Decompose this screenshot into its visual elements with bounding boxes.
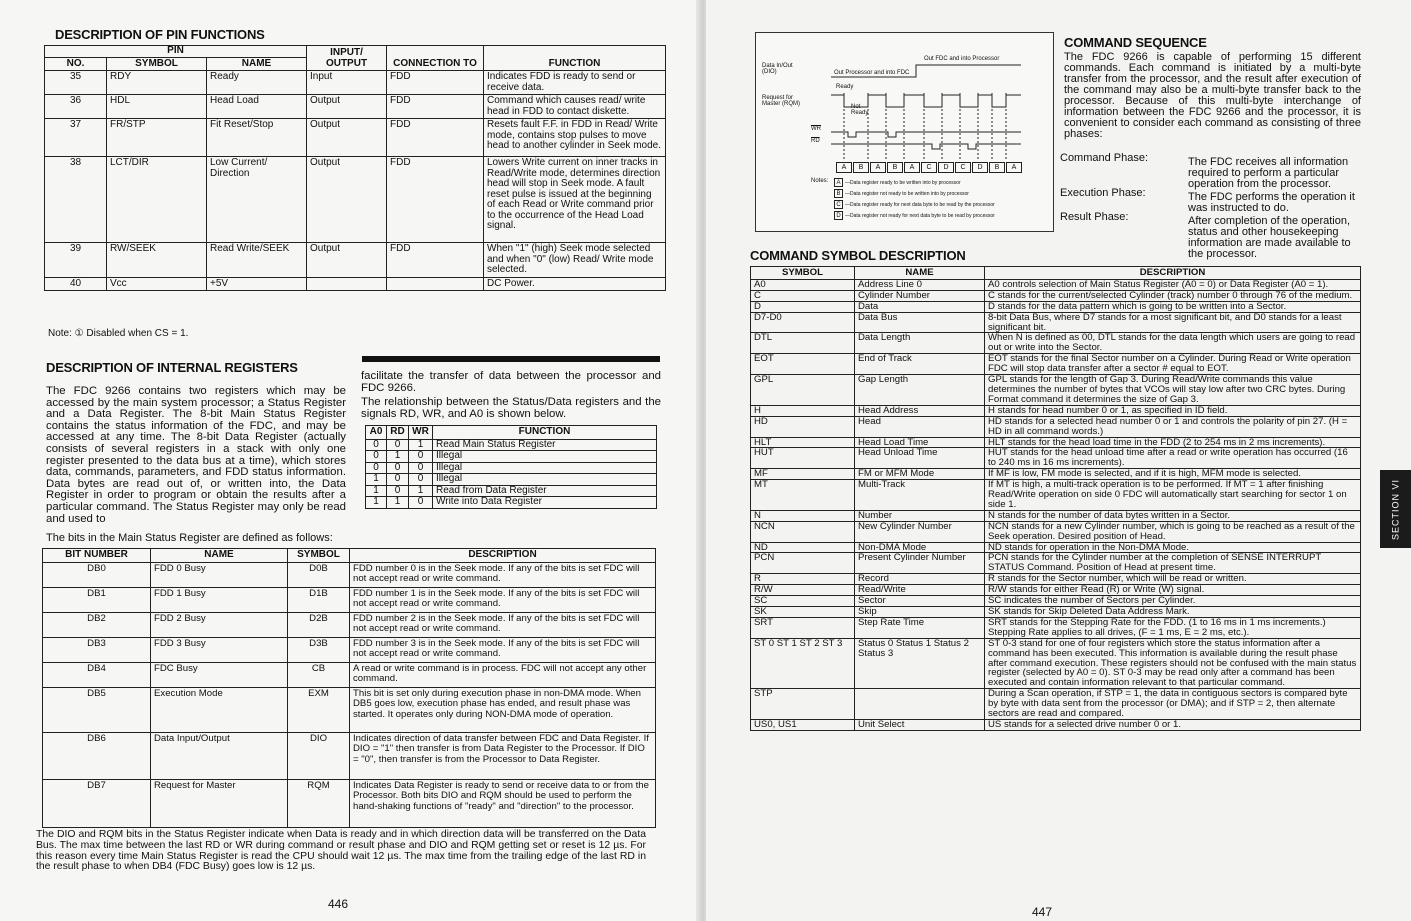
note-key: B	[834, 189, 843, 198]
symbol-row	[751, 469, 1361, 480]
symbol-desc-cell: H stands for head number 0 or 1, as specified in ID field.	[985, 405, 1361, 416]
phase-name: Command Phase:	[1060, 152, 1149, 164]
symbol-symbol-cell: HLT	[751, 437, 855, 448]
note-text: —Data register ready to be written into by processor	[845, 179, 961, 186]
msr-desc-cell: FDD number 0 is in the Seek mode. If any of the bits is set FDC will not accept read or write command.	[350, 562, 656, 587]
symbol-name-cell: Read/Write	[855, 585, 985, 596]
signal-rd-cell: 0	[387, 439, 409, 451]
symbol-desc-cell: R stands for the Sector number, which will be read or written.	[985, 574, 1361, 585]
symbol-row	[751, 638, 1361, 689]
msr-bit-cell: DB2	[43, 612, 151, 637]
symbol-symbol-cell: HD	[751, 416, 855, 437]
pin-io-cell: Output	[307, 157, 387, 243]
msr-bit-cell: DB7	[43, 779, 151, 827]
phase-desc: After completion of the operation, status and other housekeeping information are made available to the processor.	[1188, 215, 1351, 260]
phase-letter-box: A	[1006, 162, 1022, 173]
symbol-symbol-cell: D7-D0	[751, 312, 855, 333]
symbol-symbol-cell: DTL	[751, 333, 855, 354]
symbol-symbol-cell: NCN	[751, 521, 855, 542]
symbol-name-cell: Record	[855, 574, 985, 585]
signal-a0-cell: 1	[366, 474, 387, 486]
symbol-row	[751, 405, 1361, 416]
pin-conn-cell: FDD	[387, 71, 484, 95]
rd-header: $\overline{RD}$	[387, 426, 409, 440]
msr-name-header: NAME	[151, 549, 288, 563]
pin-symbol-cell: FR/STP	[107, 119, 207, 157]
symbol-name-cell: Data	[855, 301, 985, 312]
symbol-name-cell: Head Load Time	[855, 437, 985, 448]
msr-row	[43, 687, 656, 732]
pin-name-cell: Fit Reset/Stop	[207, 119, 307, 157]
symbol-name-cell: Unit Select	[855, 719, 985, 730]
section-rule	[362, 356, 660, 362]
symbol-desc-cell: HUT stands for the head unload time after a read or write operation has occurred (16 to 240 ms in 16 ms increments).	[985, 448, 1361, 469]
symbol-desc-cell: 8-bit Data Bus, where D7 stands for a most significant bit, and D0 stands for a least significant bit.	[985, 312, 1361, 333]
symbol-row	[751, 375, 1361, 406]
page-number-left: 446	[328, 897, 349, 911]
pin-io-cell: Output	[307, 243, 387, 278]
signal-func-cell: Illegal	[433, 462, 657, 474]
pin-symbol-cell: Vcc	[107, 277, 207, 291]
symbol-row	[751, 480, 1361, 511]
pin-no-cell: 36	[45, 95, 107, 119]
io-header: INPUT/ OUTPUT	[307, 46, 387, 71]
symbol-desc-cell: When N is defined as 00, DTL stands for the data length which users are going to read out or write into the Sector.	[985, 333, 1361, 354]
symbol-symbol-cell: SK	[751, 607, 855, 618]
symbol-name-cell: New Cylinder Number	[855, 521, 985, 542]
symbol-symbol-cell: STP	[751, 689, 855, 720]
note-key: D	[834, 211, 843, 220]
signal-a0-cell: 0	[366, 451, 387, 463]
symbol-desc-cell: N stands for the number of data bytes written in a Sector.	[985, 510, 1361, 521]
symbol-desc-cell: NCN stands for a new Cylinder number, which is going to be reached as a result of the Seek operation. Desired position of Head.	[985, 521, 1361, 542]
symbol-desc-cell: HD stands for a selected head number 0 or 1 and controls the polarity of pin 27. (H = HD in all command words.)	[985, 416, 1361, 437]
pin-func-cell: DC Power.	[484, 277, 666, 291]
symbol-symbol-cell: C	[751, 290, 855, 301]
symbol-row	[751, 596, 1361, 607]
pin-functions-title: DESCRIPTION OF PIN FUNCTIONS	[55, 27, 265, 42]
symbol-row	[751, 719, 1361, 730]
symbol-name-cell: Head Address	[855, 405, 985, 416]
cmd-symbol-header: SYMBOL	[751, 267, 855, 280]
msr-row	[43, 779, 656, 827]
symbol-row	[751, 290, 1361, 301]
signal-a0-cell: 1	[366, 497, 387, 509]
registers-paragraph: The FDC 9266 contains two registers which may be accessed by the main system processor; a Status Register and a Data Register. The 8-bit Main Status Register contains the status information of the FDC, and may be accessed at any time. The 8-bit Data Register (actually consists of several registers in a stack with only one register presented to the data bus at a time), which stores data, commands, parameters, and FDD status information. Data bytes are read out of, or written into, the Data Register in order to program or obtain the results after a particular command. The Status Register may only be read and used to	[46, 385, 346, 525]
msr-row	[43, 637, 656, 662]
section-tab: SECTION VI	[1380, 470, 1411, 548]
symbol-symbol-cell: PCN	[751, 553, 855, 574]
symbol-name-cell	[855, 689, 985, 720]
symbol-symbol-cell: ST 0 ST 1 ST 2 ST 3	[751, 638, 855, 689]
symbol-name-cell: Head	[855, 416, 985, 437]
msr-symbol-cell: EXM	[288, 687, 350, 732]
symbol-name-cell: Data Bus	[855, 312, 985, 333]
internal-registers-title: DESCRIPTION OF INTERNAL REGISTERS	[46, 360, 298, 375]
symbol-symbol-cell: A0	[751, 279, 855, 290]
not-ready-label: Not Ready	[851, 104, 869, 116]
pin-row	[45, 243, 666, 278]
signal-func-cell: Write into Data Register	[433, 497, 657, 509]
registers-paragraph-3: The relationship between the Status/Data registers and the signals RD, WR, and A0 is shown below.	[361, 396, 661, 420]
symbol-symbol-cell: ND	[751, 542, 855, 553]
pin-func-cell: Indicates FDD is ready to send or receive data.	[484, 71, 666, 95]
phase-letter-box: C	[955, 162, 971, 173]
function-header: FUNCTION	[484, 46, 666, 71]
phase-letter-box: C	[921, 162, 937, 173]
phase-letter-box: B	[853, 162, 869, 173]
page-number-right: 447	[1032, 905, 1053, 919]
phase-letter-box: A	[870, 162, 886, 173]
symbol-symbol-cell: H	[751, 405, 855, 416]
msr-desc-cell: This bit is set only during execution phase in non-DMA mode. When DB5 goes low, execution phase has ended, and result phase was started. It operates only during NON-DMA mode of operation.	[350, 687, 656, 732]
msr-bit-cell: DB5	[43, 687, 151, 732]
msr-desc-cell: FDD number 1 is in the Seek mode. If any of the bits is set FDC will not accept read or write command.	[350, 587, 656, 612]
signal-wr-cell: 0	[409, 462, 433, 474]
symbol-name-cell: Skip	[855, 607, 985, 618]
symbol-desc-cell: A0 controls selection of Main Status Register (A0 = 0) or Data Register (A0 = 1).	[985, 279, 1361, 290]
pin-symbol-cell: HDL	[107, 95, 207, 119]
pin-name-cell: Low Current/ Direction	[207, 157, 307, 243]
pin-conn-cell: FDD	[387, 157, 484, 243]
symbol-header: SYMBOL	[107, 57, 207, 71]
symbol-row	[751, 510, 1361, 521]
symbol-name-cell: Head Unload Time	[855, 448, 985, 469]
bit-number-header: BIT NUMBER	[43, 549, 151, 563]
wr-header: $\overline{WR}$	[409, 426, 433, 440]
msr-desc-cell: Indicates direction of data transfer between FDC and Data Register. If DIO = "1" then transfer is from Data Register to the Processor. If DIO = "0", then transfer is from the Processor to Data Register.	[350, 732, 656, 779]
symbol-symbol-cell: US0, US1	[751, 719, 855, 730]
dio-label: Data In/Out (DIO)	[762, 63, 793, 75]
pin-row	[45, 95, 666, 119]
main-status-register-table	[42, 548, 656, 828]
ready-label: Ready	[836, 84, 854, 90]
symbol-name-cell: Step Rate Time	[855, 617, 985, 638]
pin-name-cell: Head Load	[207, 95, 307, 119]
symbol-desc-cell: C stands for the current/selected Cylinder (track) number 0 through 76 of the medium.	[985, 290, 1361, 301]
signal-row	[366, 439, 657, 451]
symbol-row	[751, 607, 1361, 618]
sig-function-header: FUNCTION	[433, 426, 657, 440]
symbol-desc-cell: SRT stands for the Stepping Rate for the FDD. (1 to 16 ms in 1 ms increments.) Stepping Rate applies to all drives, (F = 1 ms, E = 2 ms, etc.).	[985, 617, 1361, 638]
pin-symbol-cell: RDY	[107, 71, 207, 95]
symbol-name-cell: Number	[855, 510, 985, 521]
signal-wr-cell: 0	[409, 497, 433, 509]
symbol-row	[751, 301, 1361, 312]
pin-name-cell: Ready	[207, 71, 307, 95]
symbol-name-cell: Sector	[855, 596, 985, 607]
signal-row	[366, 451, 657, 463]
symbol-desc-cell: If MF is low, FM mode is selected, and if it is high, MFM mode is selected.	[985, 469, 1361, 480]
symbol-row	[751, 542, 1361, 553]
symbol-name-cell: Address Line 0	[855, 279, 985, 290]
phase-letter-box: B	[887, 162, 903, 173]
pin-name-cell: +5V	[207, 277, 307, 291]
msr-name-cell: FDD 1 Busy	[151, 587, 288, 612]
symbol-desc-cell: HLT stands for the head load time in the FDD (2 to 254 ms in 2 ms increments).	[985, 437, 1361, 448]
symbol-symbol-cell: HUT	[751, 448, 855, 469]
symbol-name-cell: Multi-Track	[855, 480, 985, 511]
signal-a0-cell: 1	[366, 485, 387, 497]
phase-letter-box: B	[989, 162, 1005, 173]
pin-header: PIN	[45, 46, 307, 58]
command-symbol-title: COMMAND SYMBOL DESCRIPTION	[750, 248, 966, 263]
msr-symbol-cell: D1B	[288, 587, 350, 612]
timing-note-row	[834, 210, 995, 221]
symbol-name-cell: Cylinder Number	[855, 290, 985, 301]
msr-desc-cell: FDD number 2 is in the Seek mode. If any of the bits is set FDC will not accept read or write command.	[350, 612, 656, 637]
symbol-row	[751, 279, 1361, 290]
pin-no-cell: 35	[45, 71, 107, 95]
pin-conn-cell: FDD	[387, 119, 484, 157]
symbol-desc-cell: US stands for a selected drive number 0 or 1.	[985, 719, 1361, 730]
signal-rd-cell: 0	[387, 462, 409, 474]
signal-wr-cell: 1	[409, 439, 433, 451]
signal-row	[366, 474, 657, 486]
symbol-row	[751, 333, 1361, 354]
note-text: —Data register not ready for next data byte to be read by processor	[845, 212, 995, 219]
symbol-name-cell: End of Track	[855, 354, 985, 375]
symbol-row	[751, 585, 1361, 596]
msr-intro: The bits in the Main Status Register are defined as follows:	[46, 532, 333, 544]
symbol-desc-cell: PCN stands for the Cylinder number at the completion of SENSE INTERRUPT STATUS Command. Position of Head at present time.	[985, 553, 1361, 574]
symbol-name-cell: Data Length	[855, 333, 985, 354]
symbol-desc-cell: During a Scan operation, if STP = 1, the data in contiguous sectors is compared byte by byte with data sent from the processor (or DMA); and if STP = 2, then alternate sectors are read and compared.	[985, 689, 1361, 720]
signal-func-cell: Illegal	[433, 474, 657, 486]
dio-waveform	[831, 65, 1021, 77]
pin-no-cell: 40	[45, 277, 107, 291]
rd-signal-label: $\overline{RD}$	[811, 138, 820, 144]
phase-desc: The FDC receives all information required to perform a particular operation from the processor.	[1188, 156, 1349, 190]
signal-a0-cell: 0	[366, 439, 387, 451]
timing-note-row	[834, 177, 995, 188]
phase-name: Execution Phase:	[1060, 187, 1146, 199]
cmd-name-header: NAME	[855, 267, 985, 280]
symbol-symbol-cell: MF	[751, 469, 855, 480]
pin-func-cell: Lowers Write current on inner tracks in Read/Write mode, determines direction head will stop in Seek mode. A fault reset pulse is issued at the beginning of each Read or Write command prior to the occurrence of the Head Load signal.	[484, 157, 666, 243]
cmd-description-header: DESCRIPTION	[985, 267, 1361, 280]
signal-row	[366, 462, 657, 474]
pin-functions-table	[44, 45, 666, 291]
phase-letter-box: A	[836, 162, 852, 173]
symbol-symbol-cell: N	[751, 510, 855, 521]
symbol-row	[751, 521, 1361, 542]
pin-io-cell	[307, 277, 387, 291]
phase-letter-box: D	[938, 162, 954, 173]
signal-func-cell: Read from Data Register	[433, 485, 657, 497]
out-fdc-label: Out FDC and into Processor	[924, 56, 1000, 62]
signal-row	[366, 497, 657, 509]
pin-io-cell: Input	[307, 71, 387, 95]
msr-bit-cell: DB1	[43, 587, 151, 612]
symbol-name-cell: FM or MFM Mode	[855, 469, 985, 480]
msr-symbol-header: SYMBOL	[288, 549, 350, 563]
msr-bit-cell: DB3	[43, 637, 151, 662]
msr-name-cell: Execution Mode	[151, 687, 288, 732]
symbol-symbol-cell: SC	[751, 596, 855, 607]
notes-label: Notes:	[811, 178, 829, 184]
command-sequence-title: COMMAND SEQUENCE	[1064, 35, 1207, 50]
pin-symbol-cell: RW/SEEK	[107, 243, 207, 278]
symbol-row	[751, 689, 1361, 720]
signal-rd-cell: 1	[387, 497, 409, 509]
pin-name-cell: Read Write/SEEK	[207, 243, 307, 278]
msr-bit-cell: DB6	[43, 732, 151, 779]
symbol-desc-cell: R/W stands for either Read (R) or Write (W) signal.	[985, 585, 1361, 596]
symbol-symbol-cell: D	[751, 301, 855, 312]
symbol-name-cell: Gap Length	[855, 375, 985, 406]
note-text: —Data register ready for next data byte to be read by the processor	[845, 201, 995, 208]
pin-func-cell: When "1" (high) Seek mode selected and when "0" (low) Read/ Write mode selected.	[484, 243, 666, 278]
symbol-desc-cell: D stands for the data pattern which is going to be written into a Sector.	[985, 301, 1361, 312]
signal-a0-cell: 0	[366, 462, 387, 474]
msr-desc-cell: FDD number 3 is in the Seek mode. If any of the bits is set FDC will not accept read or write command.	[350, 637, 656, 662]
symbol-name-cell: Non-DMA Mode	[855, 542, 985, 553]
msr-row	[43, 612, 656, 637]
msr-footer-paragraph: The DIO and RQM bits in the Status Register indicate when Data is ready and in which direction data will be transferred on the Data Bus. The max time between the last RD or WR during command or result phase and DIO and RQM getting set or reset is 12 µs. For this reason every time Main Status Register is read the CPU should wait 12 µs. The max time from the trailing edge of the last RD in the result phase to when DB4 (FDC Busy) goes low is 12 µs.	[36, 829, 646, 873]
note-key: A	[834, 178, 843, 187]
symbol-row	[751, 312, 1361, 333]
wr-signal-label: $\overline{WR}$	[811, 126, 821, 132]
pin-conn-cell	[387, 277, 484, 291]
msr-name-cell: FDD 3 Busy	[151, 637, 288, 662]
pin-conn-cell: FDD	[387, 243, 484, 278]
signal-wr-cell: 1	[409, 485, 433, 497]
symbol-row	[751, 448, 1361, 469]
msr-description-header: DESCRIPTION	[350, 549, 656, 563]
symbol-row	[751, 416, 1361, 437]
phase-letter-row	[836, 162, 1023, 173]
pin-conn-cell: FDD	[387, 95, 484, 119]
pin-note: Note: ① Disabled when CS = 1.	[48, 328, 189, 339]
symbol-symbol-cell: EOT	[751, 354, 855, 375]
symbol-symbol-cell: MT	[751, 480, 855, 511]
registers-paragraph-2: facilitate the transfer of data between the processor and FDC 9266.	[361, 370, 661, 394]
symbol-row	[751, 617, 1361, 638]
pin-symbol-cell: LCT/DIR	[107, 157, 207, 243]
a0-header: A0	[366, 426, 387, 440]
msr-name-cell: FDD 2 Busy	[151, 612, 288, 637]
symbol-desc-cell: SC indicates the number of Sectors per Cylinder.	[985, 596, 1361, 607]
msr-symbol-cell: D0B	[288, 562, 350, 587]
symbol-symbol-cell: SRT	[751, 617, 855, 638]
msr-row	[43, 732, 656, 779]
note-key: C	[834, 200, 843, 209]
symbol-row	[751, 574, 1361, 585]
symbol-symbol-cell: R	[751, 574, 855, 585]
msr-symbol-cell: CB	[288, 662, 350, 687]
signal-rd-cell: 0	[387, 474, 409, 486]
msr-row	[43, 562, 656, 587]
signal-wr-cell: 0	[409, 451, 433, 463]
signal-rd-cell: 1	[387, 451, 409, 463]
out-processor-label: Out Processor and into FDC	[834, 70, 910, 76]
symbol-desc-cell: GPL stands for the length of Gap 3. During Read/Write commands this value determines the number of bytes that VCOs will stay low after two CRC bytes. During Format command it determines the size of Gap 3.	[985, 375, 1361, 406]
msr-desc-cell: Indicates Data Register is ready to send or receive data to or from the Processor. Both bits DIO and RQM should be used to perform the hand-shaking functions of "ready" and "direction" to the processor.	[350, 779, 656, 827]
rqm-label: Request for Master (RQM)	[762, 95, 800, 107]
pin-no-cell: 39	[45, 243, 107, 278]
signal-func-cell: Read Main Status Register	[433, 439, 657, 451]
phase-letter-box: A	[904, 162, 920, 173]
pin-row	[45, 119, 666, 157]
timing-note-row	[834, 199, 995, 210]
msr-bit-cell: DB0	[43, 562, 151, 587]
msr-name-cell: FDC Busy	[151, 662, 288, 687]
symbol-row	[751, 354, 1361, 375]
msr-symbol-cell: D3B	[288, 637, 350, 662]
symbol-row	[751, 553, 1361, 574]
timing-notes	[834, 177, 995, 221]
symbol-symbol-cell: R/W	[751, 585, 855, 596]
signal-func-cell: Illegal	[433, 451, 657, 463]
signal-rd-cell: 0	[387, 485, 409, 497]
signal-function-table	[365, 425, 657, 509]
msr-row	[43, 662, 656, 687]
symbol-row	[751, 437, 1361, 448]
symbol-name-cell: Status 0 Status 1 Status 2 Status 3	[855, 638, 985, 689]
symbol-desc-cell: If MT is high, a multi-track operation is to be performed. If MT = 1 after finishing Read/Write operation on side 0 FDC will automatically start searching for sector 1 on side 1.	[985, 480, 1361, 511]
signal-row	[366, 485, 657, 497]
pin-no-cell: 37	[45, 119, 107, 157]
name-header: NAME	[207, 57, 307, 71]
msr-name-cell: FDD 0 Busy	[151, 562, 288, 587]
symbol-desc-cell: ND stands for operation in the Non-DMA Mode.	[985, 542, 1361, 553]
symbol-desc-cell: SK stands for Skip Deleted Data Address Mark.	[985, 607, 1361, 618]
msr-row	[43, 587, 656, 612]
command-sequence-paragraph: The FDC 9266 is capable of performing 15 different commands. Each command is initiated by a multi-byte transfer from the processor, and the result after execution of the command may also be a multi-byte transfer back to the processor. Because of this multi-byte interchange of information between the FDC 9266 and the processor, it is convenient to consider each command as consisting of three phases:	[1064, 51, 1361, 140]
symbol-desc-cell: ST 0-3 stand for one of four registers which store the status information after a command has been executed. This information is available during the result phase after command execution. These registers should not be confused with the main status register (selected by A0 = 0). ST 0-3 may be read only after a command has been executed and contain information relevant to that particular command.	[985, 638, 1361, 689]
no-header: NO.	[45, 57, 107, 71]
phase-letter-box: D	[972, 162, 988, 173]
pin-no-cell: 38	[45, 157, 107, 243]
symbol-name-cell: Present Cylinder Number	[855, 553, 985, 574]
msr-name-cell: Data Input/Output	[151, 732, 288, 779]
symbol-symbol-cell: GPL	[751, 375, 855, 406]
pin-row	[45, 71, 666, 95]
phase-name: Result Phase:	[1060, 211, 1129, 223]
timing-note-row	[834, 188, 995, 199]
pin-row	[45, 277, 666, 291]
phase-desc: The FDC performs the operation it was instructed to do.	[1188, 191, 1355, 214]
pin-func-cell: Resets fault F.F. in FDD in Read/ Write mode, contains stop pulses to move head to another cylinder in Seek mode.	[484, 119, 666, 157]
note-text: —Data register not ready to be written into by processor	[845, 190, 969, 197]
symbol-desc-cell: EOT stands for the final Sector number on a Cylinder. During Read or Write operation FDC will stop data transfer after a sector # equal to EOT.	[985, 354, 1361, 375]
msr-bit-cell: DB4	[43, 662, 151, 687]
pin-io-cell: Output	[307, 95, 387, 119]
msr-symbol-cell: RQM	[288, 779, 350, 827]
pin-io-cell: Output	[307, 119, 387, 157]
command-symbol-table	[750, 266, 1361, 731]
msr-desc-cell: A read or write command is in process. FDC will not accept any other command.	[350, 662, 656, 687]
signal-wr-cell: 0	[409, 474, 433, 486]
pin-row	[45, 157, 666, 243]
msr-symbol-cell: DIO	[288, 732, 350, 779]
timing-diagram	[755, 32, 1054, 232]
msr-name-cell: Request for Master	[151, 779, 288, 827]
msr-symbol-cell: D2B	[288, 612, 350, 637]
connection-header: CONNECTION TO	[387, 46, 484, 71]
pin-func-cell: Command which causes read/ write head in FDD to contact diskette.	[484, 95, 666, 119]
